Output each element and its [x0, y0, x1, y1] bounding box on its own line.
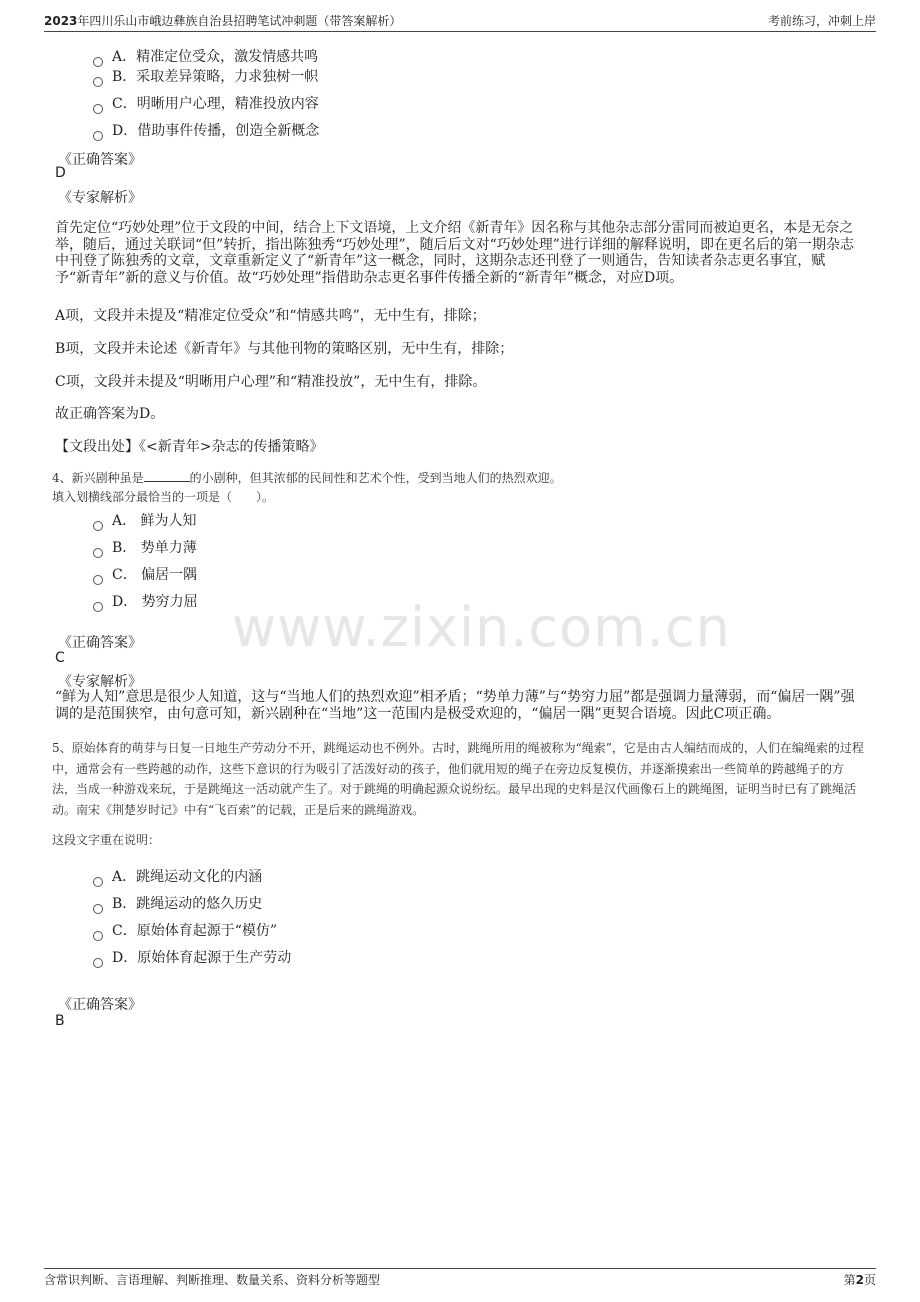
q4-stem-question: 填入划横线部分最恰当的一项是（ ）。 — [52, 490, 275, 504]
option-label: B．采取差异策略，力求独树一帜 — [112, 69, 319, 85]
title-text: 年四川乐山市峨边彝族自治县招聘笔试冲刺题（带答案解析） — [77, 14, 402, 28]
q3-analysis-c: C项，文段并未提及“明晰用户心理”和“精准投放”，无中生有，排除。 — [55, 374, 487, 390]
q5-option-d[interactable] — [93, 947, 291, 967]
q5-option-b[interactable] — [93, 893, 262, 913]
option-label: D．借助事件传播，创造全新概念 — [112, 123, 320, 139]
radio-icon[interactable] — [93, 521, 103, 531]
q3-answer-label: 《正确答案》 — [58, 152, 142, 168]
document-title — [44, 12, 401, 29]
option-label: A．精准定位受众，激发情感共鸣 — [112, 49, 319, 65]
q3-analysis-label: 《专家解析》 — [58, 190, 142, 206]
q5-option-c[interactable] — [93, 920, 277, 940]
watermark: www.zixin.com.cn — [232, 596, 731, 659]
radio-icon[interactable] — [93, 575, 103, 585]
header-slogan: 考前练习，冲刺上岸 — [767, 14, 876, 28]
q4-option-d[interactable] — [93, 591, 198, 611]
q3-option-a[interactable] — [93, 46, 318, 66]
q4-option-a[interactable] — [93, 510, 197, 530]
q4-option-b[interactable] — [93, 537, 197, 557]
option-label: D． 势穷力屈 — [112, 594, 198, 610]
q4-analysis-label: 《专家解析》 — [58, 674, 142, 690]
q4-answer-label: 《正确答案》 — [58, 635, 142, 651]
title-year: 2023 — [44, 14, 78, 28]
q3-option-b[interactable] — [93, 66, 318, 86]
option-label: B． 势单力薄 — [112, 540, 197, 556]
q5-answer: B — [55, 1013, 65, 1029]
q3-option-c[interactable] — [93, 93, 319, 113]
radio-icon[interactable] — [93, 104, 103, 114]
page-number — [844, 1271, 876, 1288]
header-divider — [44, 31, 876, 32]
q5-stem-question: 这段文字重在说明： — [52, 833, 161, 847]
q4-stem-before: 4、新兴剧种虽是 — [52, 471, 144, 485]
q4-blank — [144, 469, 190, 482]
option-label: D．原始体育起源于生产劳动 — [112, 950, 292, 966]
option-label: C．明晰用户心理，精准投放内容 — [112, 96, 319, 112]
radio-icon[interactable] — [93, 904, 103, 914]
page-suffix: 页 — [863, 1273, 876, 1287]
option-label: C．原始体育起源于“模仿” — [112, 923, 278, 939]
option-label: C． 偏居一隅 — [112, 567, 198, 583]
footer-topics: 含常识判断、言语理解、判断推理、数量关系、资料分析等题型 — [44, 1273, 381, 1287]
radio-icon[interactable] — [93, 77, 103, 87]
q3-answer: D — [55, 165, 66, 181]
q5-stem: 5、原始体育的萌芽与日复一日地生产劳动分不开，跳绳运动也不例外。古时，跳绳所用的绳被称为“绳索”，它是由古人编结而成的，人们在编绳索的过程中，通常会有一些跨越的动作，这些下意识的行为吸引了活泼好动的孩子，他们就用短的绳子在旁边反复模仿，并逐渐摸索出一些简单的跨越绳子的方法，当成一种游戏来玩，于是跳绳这一活动就产生了。对于跳绳的明确起源众说纷纭。最早出现的史料是汉代画像石上的跳绳图，证明当时已有了跳绳活动。南宋《荆楚岁时记》中有“飞百索”的记载，正是后来的跳绳游戏。 — [52, 741, 864, 817]
q4-analysis: “鲜为人知”意思是很少人知道，这与“当地人们的热烈欢迎”相矛盾；“势单力薄”与“势穷力屈”都是强调力量薄弱，而“偏居一隅”强调的是范围狭窄，由句意可知，新兴剧种在“当地”这一范围内是极受欢迎的，“偏居一隅”更契合语境。因此C项正确。 — [55, 689, 855, 722]
q4-stem — [52, 469, 562, 486]
radio-icon[interactable] — [93, 548, 103, 558]
page-prefix: 第 — [843, 1273, 856, 1287]
q5-option-a[interactable] — [93, 866, 262, 886]
page-num: 2 — [855, 1273, 864, 1287]
q3-analysis-a: A项，文段并未提及“精准定位受众”和“情感共鸣”，无中生有，排除； — [55, 308, 486, 324]
q3-option-d[interactable] — [93, 120, 319, 140]
radio-icon[interactable] — [93, 131, 103, 141]
q4-answer: C — [55, 650, 65, 666]
radio-icon[interactable] — [93, 958, 103, 968]
radio-icon[interactable] — [93, 877, 103, 887]
option-label: B．跳绳运动的悠久历史 — [112, 896, 263, 912]
q3-analysis-paragraph: 首先定位“巧妙处理”位于文段的中间，结合上下文语境，上文介绍《新青年》因名称与其他杂志部分雷同而被迫更名，本是无奈之举，随后，通过关联词“但”转折，指出陈独秀“巧妙处理”，随后后文对“巧妙处理”进行详细的解释说明，即在更名后的第一期杂志中刊登了陈独秀的文章，文章重新定义了“新青年”这一概念，同时，这期杂志还刊登了一则通告，告知读者杂志更名事宜，赋予“新青年”新的意义与价值。故“巧妙处理”指借助杂志更名事件传播全新的“新青年”概念，对应D项。 — [55, 220, 854, 286]
q4-stem-after: 的小剧种，但其浓郁的民间性和艺术个性，受到当地人们的热烈欢迎。 — [189, 471, 562, 485]
radio-icon[interactable] — [93, 602, 103, 612]
footer-divider — [44, 1268, 876, 1269]
q3-analysis-b: B项，文段并未论述《新青年》与其他刊物的策略区别，无中生有，排除； — [55, 341, 514, 357]
option-label: A．跳绳运动文化的内涵 — [112, 869, 263, 885]
q3-source: 【文段出处】《<新青年>杂志的传播策略》 — [55, 439, 324, 455]
option-label: A． 鲜为人知 — [112, 513, 197, 529]
radio-icon[interactable] — [93, 931, 103, 941]
q4-option-c[interactable] — [93, 564, 197, 584]
q5-answer-label: 《正确答案》 — [58, 997, 142, 1013]
q3-conclusion: 故正确答案为D。 — [55, 406, 165, 422]
